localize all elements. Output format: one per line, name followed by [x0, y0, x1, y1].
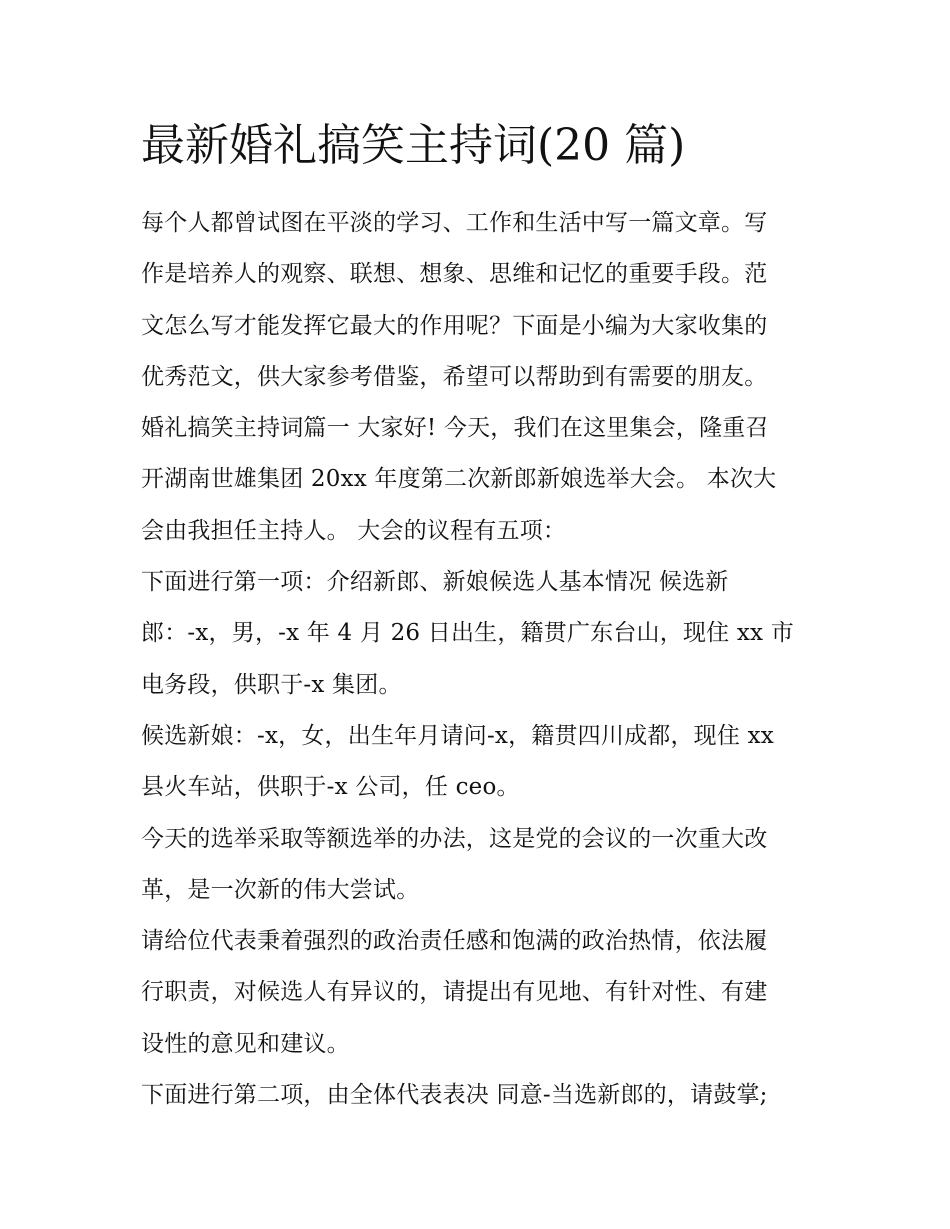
text-line: 请给位代表秉着强烈的政治责任感和饱满的政治热情，依法履: [141, 928, 768, 955]
text-line: 会由我担任主持人。 大会的议程有五项：: [141, 517, 567, 544]
text-line: 郎：-x，男，-x 年 4 月 26 日出生，籍贯广东台山，现住 xx 市: [141, 620, 794, 647]
text-line: 文怎么写才能发挥它最大的作用呢？下面是小编为大家收集的: [141, 312, 768, 339]
text-line: 候选新娘：-x，女，出生年月请问-x，籍贯四川成都，现住 xx: [141, 722, 774, 749]
text-line: 电务段，供职于-x 集团。: [141, 671, 402, 698]
text-line: 设性的意见和建议。: [141, 1030, 350, 1057]
text-line: 作是培养人的观察、联想、想象、思维和记忆的重要手段。范: [141, 261, 768, 288]
text-line: 行职责，对候选人有异议的，请提出有见地、有针对性、有建: [141, 979, 768, 1006]
text-line: 每个人都曾试图在平淡的学习、工作和生活中写一篇文章。写: [141, 210, 768, 236]
text-line: 开湖南世雄集团 20xx 年度第二次新郎新娘选举大会。 本次大: [141, 466, 777, 493]
text-line: 婚礼搞笑主持词篇一 大家好! 今天，我们在这里集会，隆重召: [141, 415, 769, 442]
text-line: 革，是一次新的伟大尝试。: [141, 876, 420, 903]
page-title: 最新婚礼搞笑主持词(20 篇): [141, 120, 686, 171]
text-line: 下面进行第一项：介绍新郎、新娘候选人基本情况 候选新: [141, 569, 729, 596]
text-line: 今天的选举采取等额选举的办法，这是党的会议的一次重大改: [141, 825, 768, 852]
text-line: 下面进行第二项，由全体代表表决 同意-当选新郎的，请鼓掌;: [141, 1082, 768, 1109]
text-line: 县火车站，供职于-x 公司，任 ceo。: [141, 774, 520, 801]
document-body: [141, 198, 821, 1121]
text-line: 优秀范文，供大家参考借鉴，希望可以帮助到有需要的朋友。: [141, 363, 768, 390]
